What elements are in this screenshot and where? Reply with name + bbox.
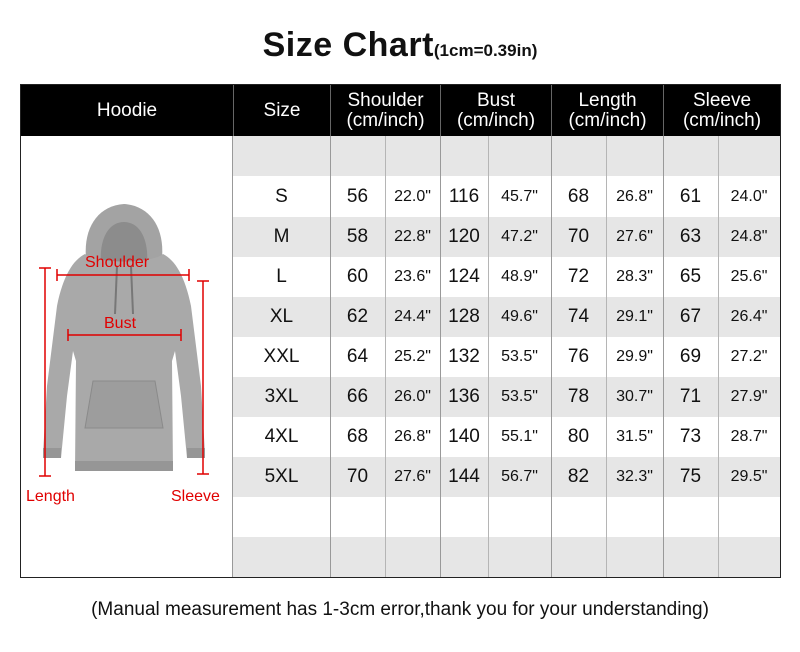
cell-shoulder-in: 22.0" (394, 188, 431, 205)
cell-shoulder-in: 25.2" (394, 348, 431, 365)
cell-shoulder-in: 24.4" (394, 308, 431, 325)
column-divider (330, 136, 331, 577)
cell-shoulder-cm: 58 (346, 226, 369, 247)
cell-shoulder-in: 27.6" (394, 468, 431, 485)
cell-bust-in: 48.9" (501, 268, 538, 285)
column-divider (440, 136, 441, 577)
column-divider (551, 136, 552, 577)
empty-row-blank (233, 497, 780, 537)
cell-shoulder-in: 23.6" (394, 268, 431, 285)
table-row (233, 217, 780, 257)
cell-sleeve-cm: 73 (679, 426, 702, 447)
cell-length-in: 27.6" (616, 228, 653, 245)
table-row (233, 297, 780, 337)
shoulder-label: Shoulder (85, 254, 150, 271)
header-bust-unit: (cm/inch) (456, 109, 536, 131)
cell-sleeve-in: 27.2" (730, 348, 768, 365)
header-size: Size (233, 85, 330, 136)
cell-length-cm: 78 (567, 386, 590, 407)
cell-sleeve-in: 26.4" (730, 308, 768, 325)
cell-sleeve-in: 24.8" (730, 228, 768, 245)
cell-shoulder-in: 26.8" (394, 428, 431, 445)
bust-label: Bust (104, 315, 137, 332)
cell-sleeve-in: 24.0" (730, 188, 768, 205)
table-header (21, 85, 780, 136)
column-divider (488, 136, 489, 577)
empty-row-bottom (233, 537, 780, 577)
cell-shoulder-cm: 66 (346, 386, 369, 407)
hoodie-diagram (21, 136, 233, 577)
table-row (233, 337, 780, 377)
cell-sleeve-cm: 71 (679, 386, 702, 407)
header-shoulder-unit: (cm/inch) (346, 109, 425, 131)
header-length (551, 85, 663, 136)
cell-shoulder-cm: 60 (346, 266, 369, 287)
page-title (0, 26, 800, 65)
cell-bust-in: 56.7" (501, 468, 538, 485)
cell-sleeve-in: 25.6" (730, 268, 768, 285)
cell-bust-cm: 124 (448, 266, 480, 287)
cell-length-cm: 80 (567, 426, 590, 447)
cell-length-cm: 76 (567, 346, 590, 367)
cell-shoulder-cm: 68 (346, 426, 369, 447)
cell-sleeve-cm: 63 (679, 226, 702, 247)
cell-length-cm: 82 (567, 466, 590, 487)
size-table-body (233, 136, 780, 577)
cell-bust-cm: 120 (448, 226, 480, 247)
cell-shoulder-in: 26.0" (394, 388, 431, 405)
sleeve-label: Sleeve (171, 488, 220, 505)
cell-sleeve-in: 28.7" (730, 428, 768, 445)
cell-size: XXL (263, 346, 300, 367)
cell-length-in: 32.3" (616, 468, 653, 485)
cell-shoulder-in: 22.8" (394, 228, 431, 245)
cell-sleeve-cm: 61 (679, 186, 702, 207)
cell-shoulder-cm: 70 (346, 466, 369, 487)
cell-shoulder-cm: 64 (346, 346, 369, 367)
header-bust (440, 85, 551, 136)
table-row (233, 377, 780, 417)
header-shoulder-title: Shoulder (347, 89, 424, 111)
title-main: Size Chart (262, 26, 434, 64)
cell-sleeve-cm: 69 (679, 346, 702, 367)
cell-bust-cm: 128 (448, 306, 480, 327)
cell-length-in: 30.7" (616, 388, 653, 405)
header-bust-title: Bust (476, 89, 516, 111)
cell-size: XL (269, 306, 294, 327)
cell-sleeve-cm: 75 (679, 466, 702, 487)
header-sleeve-title: Sleeve (692, 89, 752, 111)
table-row (233, 457, 780, 497)
column-divider (385, 136, 386, 577)
header-length-title: Length (578, 89, 637, 111)
header-hoodie: Hoodie (96, 99, 158, 121)
cell-length-cm: 70 (567, 226, 590, 247)
cell-sleeve-cm: 65 (679, 266, 702, 287)
cell-size: 3XL (264, 386, 299, 407)
column-divider (663, 136, 664, 577)
cell-bust-in: 53.5" (501, 388, 538, 405)
cell-sleeve-in: 29.5" (730, 468, 768, 485)
cell-length-cm: 68 (567, 186, 590, 207)
header-shoulder (330, 85, 440, 136)
cell-size: S (275, 186, 288, 207)
cell-length-cm: 74 (567, 306, 590, 327)
cell-length-in: 26.8" (616, 188, 653, 205)
column-divider (606, 136, 607, 577)
header-sleeve (663, 85, 780, 136)
length-label: Length (26, 488, 75, 505)
table-row (233, 177, 780, 217)
empty-row-top (233, 136, 780, 176)
title-conversion-note: (1cm=0.39in) (433, 41, 538, 60)
header-length-unit: (cm/inch) (568, 109, 647, 131)
cell-bust-cm: 144 (448, 466, 480, 487)
cell-shoulder-cm: 56 (346, 186, 369, 207)
cell-sleeve-cm: 67 (679, 306, 702, 327)
cell-bust-in: 53.5" (501, 348, 538, 365)
cell-bust-cm: 132 (448, 346, 480, 367)
cell-bust-in: 47.2" (501, 228, 538, 245)
hoodie-illustration (21, 136, 233, 577)
cell-sleeve-in: 27.9" (730, 388, 768, 405)
cell-bust-in: 45.7" (501, 188, 538, 205)
column-divider (718, 136, 719, 577)
size-chart-table (20, 84, 781, 578)
cell-bust-cm: 116 (448, 186, 480, 207)
cell-size: 5XL (264, 466, 299, 487)
header-sleeve-unit: (cm/inch) (682, 109, 762, 131)
table-row (233, 257, 780, 297)
cell-length-cm: 72 (567, 266, 590, 287)
cell-size: 4XL (264, 426, 299, 447)
cell-length-in: 29.9" (616, 348, 653, 365)
cell-length-in: 31.5" (616, 428, 653, 445)
cell-shoulder-cm: 62 (346, 306, 369, 327)
cell-length-in: 28.3" (616, 268, 653, 285)
cell-bust-in: 49.6" (501, 308, 538, 325)
cell-length-in: 29.1" (616, 308, 653, 325)
cell-bust-cm: 140 (448, 426, 480, 447)
cell-bust-cm: 136 (448, 386, 480, 407)
table-row (233, 417, 780, 457)
measurement-note: (Manual measurement has 1-3cm error,thank you for your understanding) (91, 599, 709, 620)
cell-size: M (273, 226, 290, 247)
cell-size: L (276, 266, 287, 287)
cell-bust-in: 55.1" (501, 428, 538, 445)
